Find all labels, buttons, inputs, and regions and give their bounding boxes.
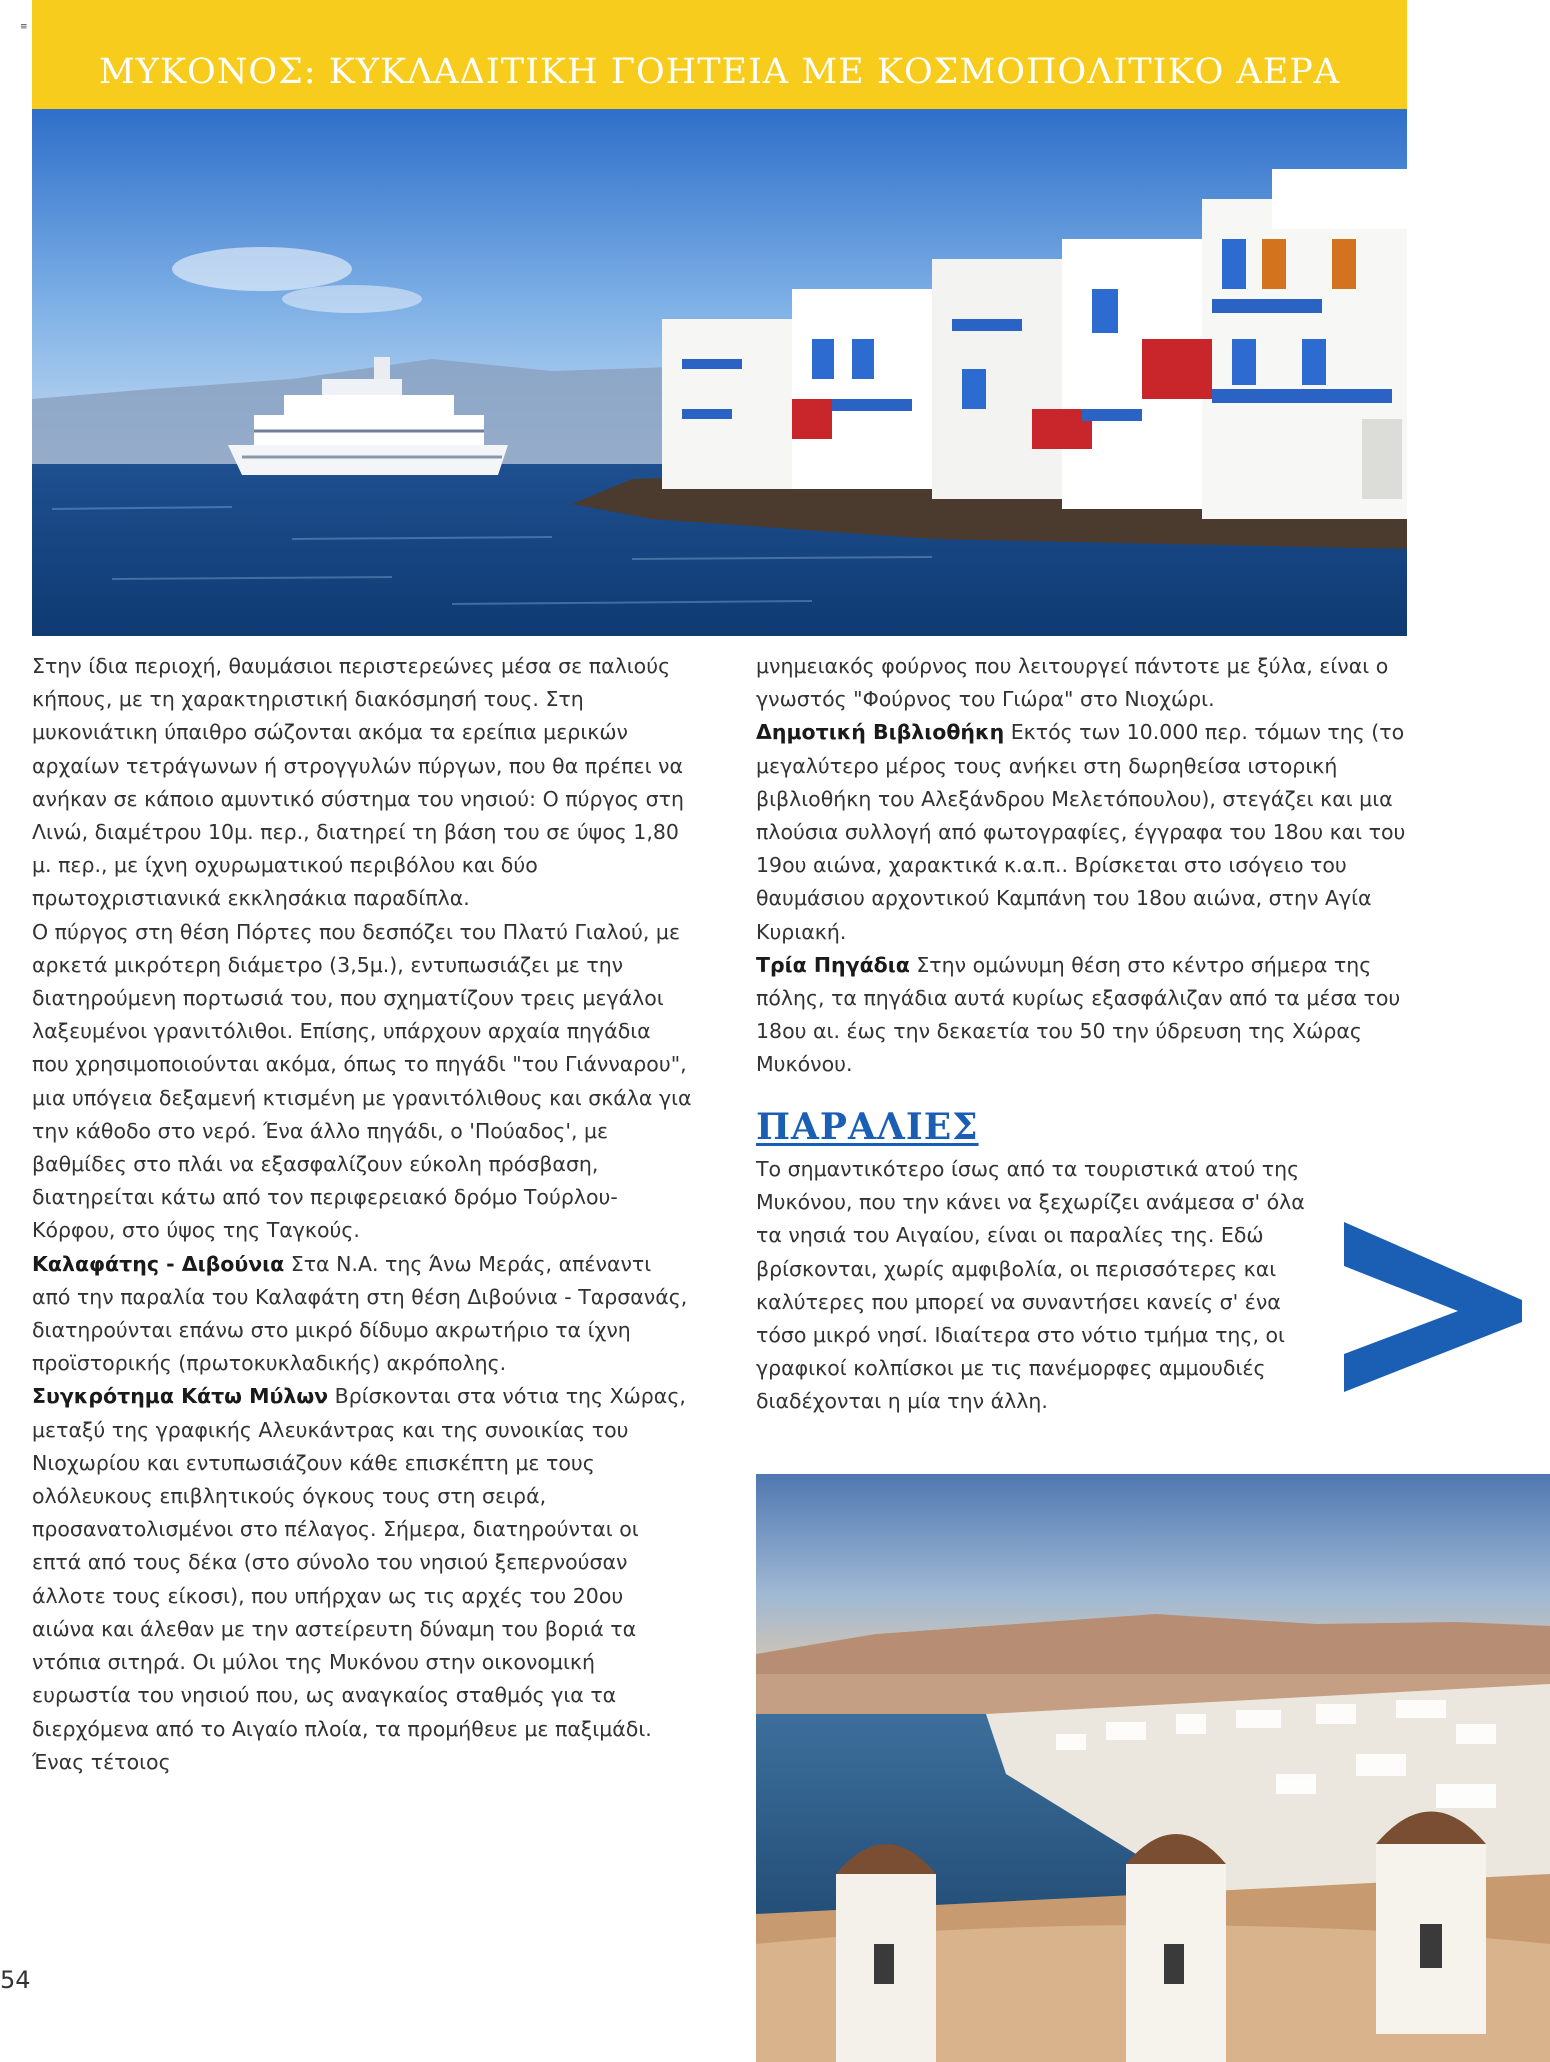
library-lead: Δημοτική Βιβλιοθήκη <box>756 720 1005 745</box>
kalafatis-text: Στα Ν.Α. της Άνω Μεράς, απέναντι από την παραλία του Καλαφάτη στη θέση Διβούνια - Ταρσανάς, διατηρούνται επάνω στο μικρό δίδυμο ακρωτήριο τα ίχνη προϊστορικής (πρωτοκυκλαδικής) ακρόπολης. <box>32 1251 688 1376</box>
hero-photo-little-venice <box>32 109 1407 636</box>
windmills-text: Βρίσκονται στα νότια της Χώρας, μεταξύ της γραφικής Αλευκάντρας και της συνοικίας του Νιοχωρίου και εντυπωσιάζουν κάθε επισκέπτη με τους ολόλευκους επιβλητικούς όγκους τους στη σειρά, προσανατολισμένοι στο πέλαγος. Σήμερα, διατηρούνται οι επτά από τους δέκα (στο σύνολο του νησιού ξεπερνούσαν άλλοτε τους είκοσι), που υπήρχαν ως τις αρχές του 20ου αιώνα και άλεθαν με την αστείρευτη δύναμη του βοριά τα ντόπια σιτηρά. Οι μύλοι της Μυκόνου στην οικονομική ευρωστία του νησιού που, ως αναγκαίος σταθμός για τα διερχόμενα από το Αιγαίο πλοία, τα προμήθευε με παξιμάδι. Ένας τέτοιος <box>32 1384 686 1774</box>
paragraph-library <box>756 716 1416 948</box>
wells-lead: Τρία Πηγάδια <box>756 952 910 977</box>
windmills-lead: Συγκρότημα Κάτω Μύλων <box>32 1384 329 1409</box>
beaches-text-column <box>756 1153 1316 1419</box>
paragraph-bakery: μνημειακός φούρνος που λειτουργεί πάντοτε με ξύλα, είναι ο γνωστός "Φούρνος του Γιώρα" στο Νιοχώρι. <box>756 654 1389 712</box>
title-banner <box>32 0 1407 109</box>
windmill <box>1126 1834 1226 2062</box>
page-number: 54 <box>0 1966 31 1994</box>
menu-mark: ≡ <box>20 22 28 32</box>
paragraph-beaches: Το σημαντικότερο ίσως από τα τουριστικά ατού της Μυκόνου, που την κάνει να ξεχωρίζει ανάμεσα σ' όλα τα νησιά του Αιγαίου, είναι οι παραλίες της. Εδώ βρίσκονται, χωρίς αμφιβολία, οι περισσότερες και καλύτερες που μπορεί να συναντήσει κανείς σ' ένα τόσο μικρό νησί. Ιδιαίτερα στο νότιο τμήμα της, οι γραφικοί κολπίσκοι με τις πανέμορφες αμμουδιές διαδέχονται η μία την άλλη. <box>756 1157 1305 1414</box>
paragraph-kalafatis <box>32 1248 692 1381</box>
left-text-column <box>32 650 692 1779</box>
paragraph-windmills <box>32 1380 692 1778</box>
paragraph-pigeon-houses: Στην ίδια περιοχή, θαυμάσιοι περιστερεώνες μέσα σε παλιούς κήπους, με τη χαρακτηριστική διακόσμησή τους. Στη μυκονιάτικη ύπαιθρο σώζονται ακόμα τα ερείπια μερικών αρχαίων τετράγωνων ή στρογγυλών πύργων, που θα πρέπει να ανήκαν σε κάποιο αμυντικό σύστημα του νησιού: Ο πύργος στη Λινώ, διαμέτρου 10μ. περ., διατηρεί τη βάση του σε ύψος 1,80 μ. περ., με ίχνη οχυρωματικού περιβόλου και δύο πρωτοχριστιανικά εκκλησάκια παραδίπλα. <box>32 654 685 911</box>
wells-text: Στην ομώνυμη θέση στο κέντρο σήμερα της πόλης, τα πηγάδια αυτά κυρίως εξασφάλιζαν από τα μέσα του 18ου αι. έως την δεκαετία του 50 την ύδρευση της Χώρας Μυκόνου. <box>756 952 1401 1077</box>
library-text: Εκτός των 10.000 περ. τόμων της (το μεγαλύτερο μέρος τους ανήκει στη δωρηθείσα ιστορική βιβλιοθήκη του Αλεξάνδρου Μελετόπουλου), στεγάζει και μια πλούσια συλλογή από φωτογραφίες, έγγραφα του 18ου και του 19ου αιώνα, χαρακτικά κ.α.π.. Βρίσκεται στο ισόγειο του θαυμάσιου αρχοντικού Καμπάνη του 18ου αιώνα, στην Αγία Κυριακή. <box>756 720 1406 944</box>
chevron-right-icon <box>1338 1222 1522 1392</box>
page-title: ΜΥΚΟΝΟΣ: ΚΥΚΛΑΔΙΤΙΚΗ ΓΟΗΤΕΙΑ ΜΕ ΚΟΣΜΟΠΟΛΙΤΙΚΟ ΑΕΡΑ <box>98 52 1341 92</box>
paragraph-three-wells <box>756 949 1416 1082</box>
section-heading-beaches: ΠΑΡΑΛΙΕΣ <box>756 1106 979 1148</box>
paragraph-portes-tower: Ο πύργος στη θέση Πόρτες που δεσπόζει του Πλατύ Γιαλού, με αρκετά μικρότερη διάμετρο (3,5μ.), εντυπωσιάζει με την διατηρούμενη πορτωσιά του, που σχηματίζουν τρεις μεγάλοι λαξευμένοι γρανιτόλιθοι. Επίσης, υπάρχουν αρχαία πηγάδια που χρησιμοποιούνται ακόμα, όπως το πηγάδι "του Γιάνναρου", μια υπόγεια δεξαμενή κτισμένη με γρανιτόλιθους και σκάλα για την κάθοδο στο νερό. Ένα άλλο πηγάδι, ο 'Πούαδος', με βαθμίδες στο πλάι να εξασφαλίζουν εύκολη πρόσβαση, διατηρείται κάτω από τον περιφερειακό δρόμο Τούρλου-Κόρφου, στο ύψος της Ταγκούς. <box>32 919 692 1243</box>
windmills-photo <box>756 1474 1550 2062</box>
windmills-illustration <box>756 1474 1550 2062</box>
little-venice-illustration <box>32 109 1407 636</box>
windmill <box>836 1844 936 2062</box>
right-text-column <box>756 650 1416 1082</box>
kalafatis-lead: Καλαφάτης - Διβούνια <box>32 1251 285 1276</box>
windmill <box>1376 1812 1486 2035</box>
